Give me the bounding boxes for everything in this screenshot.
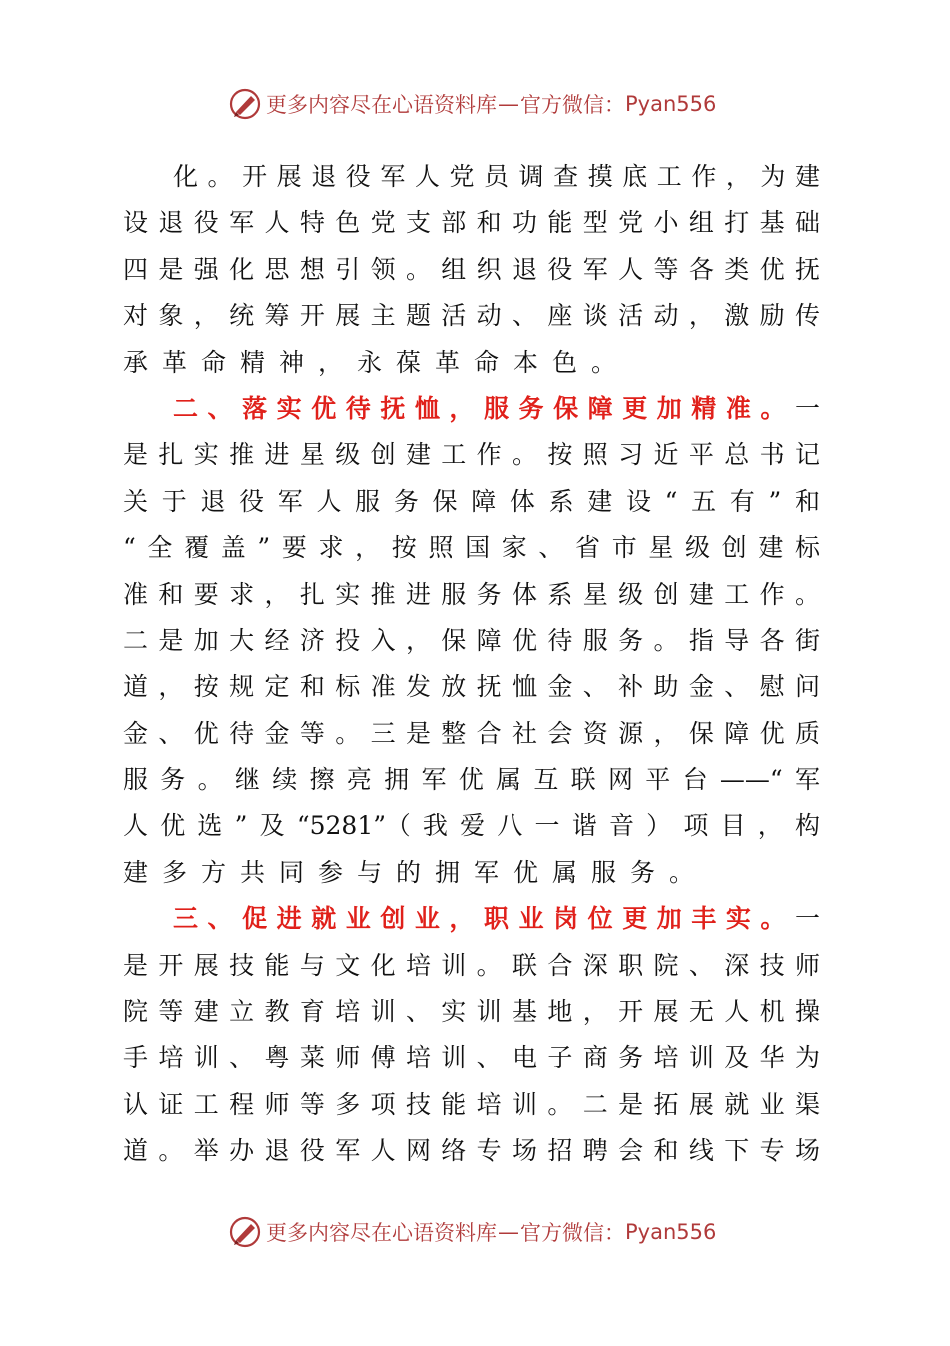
text-line: 是开展技能与文化培训。联合深职院、深技师	[123, 950, 820, 980]
text-line: 准和要求，扎实推进服务体系星级创建工作。	[123, 579, 820, 609]
paragraph-2	[123, 386, 820, 896]
pen-logo-icon	[228, 87, 262, 121]
text-line: 道。举办退役军人网络专场招聘会和线下专场	[123, 1136, 820, 1166]
watermark-footer	[228, 1212, 748, 1252]
paragraph-3	[123, 896, 820, 1174]
text-line: 服务。继续擦亮拥军优属互联网平台——“军	[123, 765, 820, 795]
text-line: “全覆盖”要求，按照国家、省市星级创建标	[123, 533, 820, 563]
text-line: 二是加大经济投入，保障优待服务。指导各街	[123, 625, 820, 655]
section-heading-line	[123, 896, 820, 942]
document-body	[123, 154, 820, 1175]
watermark-header	[228, 84, 748, 124]
watermark-wechat-id: Pyan556	[625, 1220, 717, 1244]
text-line: 四是强化思想引领。组织退役军人等各类优抚	[123, 254, 820, 284]
text-line: 手培训、粤菜师傅培训、电子商务培训及华为	[123, 1043, 820, 1073]
pen-logo-icon	[228, 1215, 262, 1249]
text-line: 对象，统筹开展主题活动、座谈活动，激励传	[123, 301, 820, 331]
text-line: 设退役军人特色党支部和功能型党小组打基础	[123, 208, 820, 238]
watermark-wechat-id: Pyan556	[625, 92, 717, 116]
text-line: 化。开展退役军人党员调查摸底工作，为建	[173, 162, 820, 191]
section-heading-line	[123, 386, 820, 432]
text-line: 承革命精神，永葆革命本色。	[123, 347, 631, 377]
text-line: 认证工程师等多项技能培训。二是拓展就业渠	[123, 1089, 820, 1119]
watermark-text: 更多内容尽在心语资料库	[266, 1221, 497, 1245]
text-line: 院等建立教育培训、实训基地，开展无人机操	[123, 997, 820, 1027]
text-line: 关于退役军人服务保障体系建设“五有”和	[123, 486, 820, 516]
watermark-separator: —	[498, 1220, 519, 1244]
watermark-separator: —	[498, 92, 519, 116]
heading-lead-text: 一	[794, 393, 820, 423]
text-line: 金、优待金等。三是整合社会资源，保障优质	[123, 718, 820, 748]
text-line: 道，按规定和标准发放抚恤金、补助金、慰问	[123, 672, 820, 702]
text-line: 建多方共同参与的拥军优属服务。	[123, 857, 709, 887]
watermark-wechat-label: 官方微信：	[520, 1221, 625, 1245]
text-line: 人优选”及“5281”（我爱八一谐音）项目，构	[123, 811, 820, 841]
section-heading: 三、促进就业创业，职业岗位更加丰实。	[173, 904, 795, 934]
heading-lead-text: 一	[794, 904, 820, 934]
section-heading: 二、落实优待抚恤，服务保障更加精准。	[173, 393, 795, 423]
paragraph-1	[123, 154, 820, 386]
watermark-text: 更多内容尽在心语资料库	[266, 93, 497, 117]
text-line: 是扎实推进星级创建工作。按照习近平总书记	[123, 440, 820, 470]
watermark-wechat-label: 官方微信：	[520, 93, 625, 117]
